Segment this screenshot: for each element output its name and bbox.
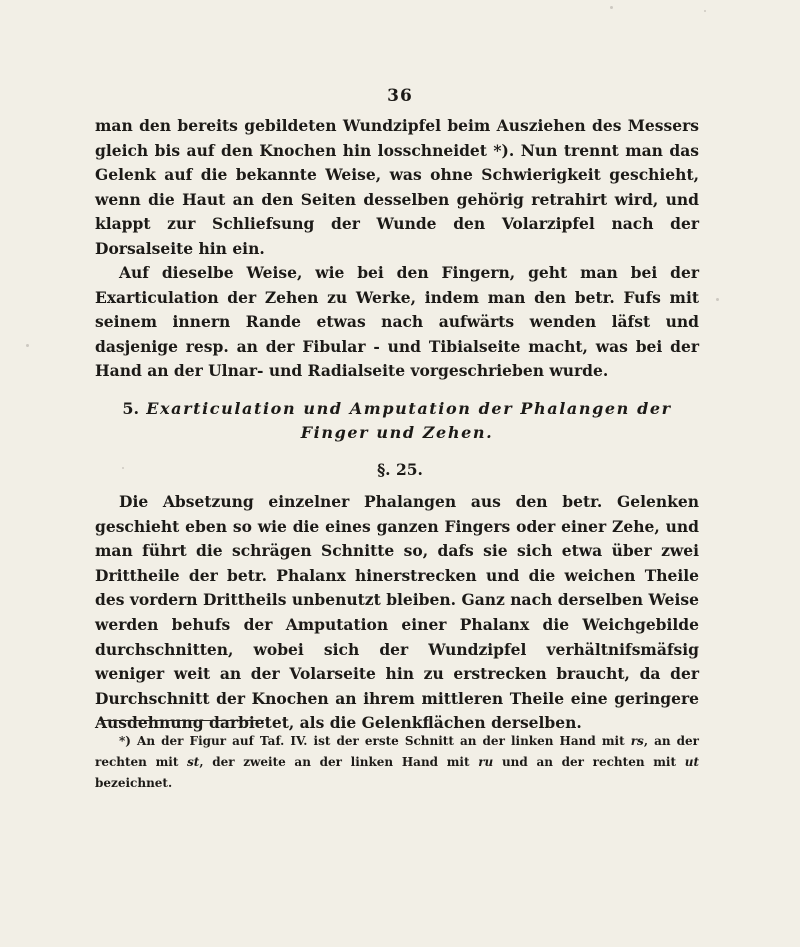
paper-speck bbox=[26, 344, 29, 347]
footnote-part-2: , an der rechten mit bbox=[95, 734, 699, 769]
paper-speck bbox=[704, 10, 706, 12]
page-number: 36 bbox=[387, 86, 413, 106]
paragraph-1 bbox=[95, 114, 699, 262]
paragraph-3 bbox=[95, 490, 699, 736]
paragraph-2-text: Auf dieselbe Weise, wie bei den Fingern, geht man bei der Exarticulation der Zehen zu Werke, indem man den betr. Fufs mit seinem innern Rande etwas nach aufwärts wenden läfst und dasjenige resp. an der Fibular - und Tibialseite macht, was bei der Hand an der Ulnar- und Radialseite vorgeschrieben wurde. bbox=[95, 263, 699, 381]
section-title-1: Exarticulation und Amputation der Phalangen der bbox=[146, 399, 672, 418]
footnote-part-1: *) An der Figur auf Taf. IV. ist der erste Schnitt an der linken Hand mit bbox=[119, 734, 631, 748]
footnote-label-ru: ru bbox=[478, 755, 494, 769]
footnote-label-ut: ut bbox=[684, 755, 699, 769]
paper-speck bbox=[122, 467, 124, 469]
section-heading bbox=[95, 397, 699, 445]
footnote-label-st: st bbox=[187, 755, 200, 769]
section-heading-line-1 bbox=[95, 397, 699, 421]
paragraph-2 bbox=[95, 261, 699, 384]
section-title-2: Finger und Zehen. bbox=[300, 423, 494, 442]
footnote-part-4: und an der rechten mit bbox=[493, 755, 685, 769]
footnote-text bbox=[95, 731, 699, 794]
paper-speck bbox=[716, 298, 719, 301]
footnote bbox=[95, 731, 699, 794]
paragraph-1-text: man den bereits gebildeten Wundzipfel beim Ausziehen des Messers gleich bis auf den Knochen hin losschneidet *). Nun trennt man das Gelenk auf die bekannte Weise, was ohne Schwierigkeit geschieht, wenn die Haut an den Seiten desselben gehörig retrahirt wird, und klappt zur Schliefsung der Wunde den Volarzipfel nach der Dorsalseite hin ein. bbox=[95, 116, 699, 258]
section-number: 5. bbox=[122, 399, 140, 418]
footnote-part-5: bezeichnet. bbox=[95, 776, 173, 790]
footnote-divider bbox=[98, 720, 264, 721]
paragraph-3-text: Die Absetzung einzelner Phalangen aus den betr. Gelenken geschieht eben so wie die eines ganzen Fingers oder einer Zehe, und man führt die schrägen Schnitte so, dafs sie sich etwa über zwei Drittheile der betr. Phalanx hinerstrecken und die weichen Theile des vordern Drittheils unbenutzt bleiben. Ganz nach derselben Weise werden behufs der Amputation einer Phalanx die Weichgebilde durchschnitten, wobei sich der Wundzipfel verhältnifsmäfsig weniger weit an der Volarseite hin zu erstrecken braucht, da der Durchschnitt der Knochen an ihrem mittleren Theile eine geringere Ausdehnung darbietet, als die Gelenkflächen derselben. bbox=[95, 492, 699, 733]
paper-speck bbox=[412, 368, 414, 370]
paper-speck bbox=[610, 6, 613, 9]
footnote-label-rs: rs bbox=[630, 734, 644, 748]
footnote-part-3: , der zweite an der linken Hand mit bbox=[199, 755, 479, 769]
section-sign: §. 25. bbox=[377, 460, 423, 479]
